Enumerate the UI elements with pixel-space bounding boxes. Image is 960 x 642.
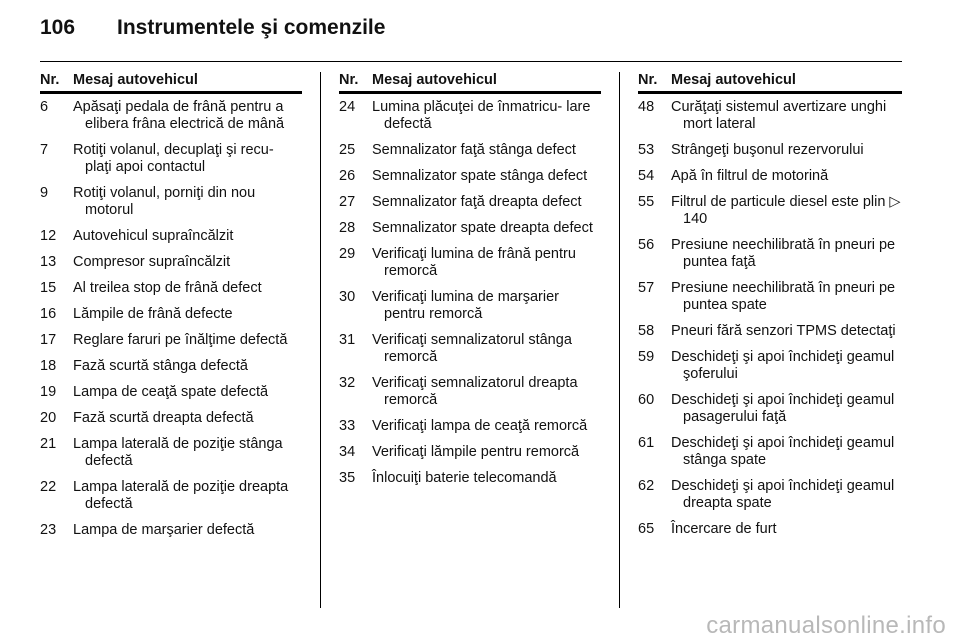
message-text: Verificaţi lumina de frână pentru remorcă <box>372 246 576 279</box>
message-row <box>40 332 302 349</box>
message-number: 6 <box>40 99 49 115</box>
message-number: 54 <box>638 168 655 184</box>
column-divider <box>320 72 321 608</box>
header-nr: Nr. <box>638 72 658 88</box>
message-row <box>40 185 302 219</box>
message-text: Deschideţi şi apoi închideţi geamul pasagerului faţă <box>671 392 895 425</box>
message-number: 35 <box>339 470 356 486</box>
message-text: Lampa de marşarier defectă <box>73 522 255 538</box>
message-row <box>638 323 902 340</box>
message-number: 59 <box>638 349 655 365</box>
message-number: 25 <box>339 142 356 158</box>
message-row <box>638 99 902 133</box>
message-text: Verificaţi semnalizatorul dreapta remorcă <box>372 375 578 408</box>
message-text: Verificaţi semnalizatorul stânga remorcă <box>372 332 572 365</box>
message-number: 55 <box>638 194 655 210</box>
message-number: 32 <box>339 375 356 391</box>
message-text: Semnalizator faţă dreapta defect <box>372 194 582 210</box>
message-row <box>339 332 601 366</box>
message-number: 53 <box>638 142 655 158</box>
header-nr: Nr. <box>40 72 60 88</box>
message-number: 9 <box>40 185 49 201</box>
message-number: 23 <box>40 522 57 538</box>
message-row <box>638 237 902 271</box>
message-text: Deschideţi şi apoi închideţi geamul stânga spate <box>671 435 895 468</box>
message-row <box>339 375 601 409</box>
message-row <box>40 306 302 323</box>
message-text: Verificaţi lumina de marşarier pentru remorcă <box>372 289 559 322</box>
message-row <box>638 521 902 538</box>
message-row <box>40 384 302 401</box>
message-text: Lămpile de frână defecte <box>73 306 233 322</box>
message-row <box>339 168 601 185</box>
message-row <box>638 478 902 512</box>
message-text: Deschideţi şi apoi închideţi geamul dreapta spate <box>671 478 895 511</box>
page-title: Instrumentele şi comenzile <box>117 16 386 39</box>
message-text: Lampa laterală de poziţie stânga defectă <box>73 436 283 469</box>
message-text: Fază scurtă dreapta defectă <box>73 410 254 426</box>
message-text: Fază scurtă stânga defectă <box>73 358 248 374</box>
message-number: 7 <box>40 142 49 158</box>
message-row <box>339 470 601 487</box>
message-text: Presiune neechilibrată în pneuri pe puntea faţă <box>671 237 896 270</box>
message-row <box>339 194 601 211</box>
message-row <box>638 435 902 469</box>
message-row <box>638 142 902 159</box>
message-number: 62 <box>638 478 655 494</box>
message-text: Autovehicul supraîncălzit <box>73 228 234 244</box>
message-text: Verificaţi lămpile pentru remorcă <box>372 444 580 460</box>
message-row <box>638 349 902 383</box>
message-row <box>40 410 302 427</box>
header-message: Mesaj autovehicul <box>372 72 497 88</box>
message-text: Pneuri fără senzori TPMS detectaţi <box>671 323 896 339</box>
message-number: 31 <box>339 332 356 348</box>
message-number: 18 <box>40 358 57 374</box>
message-number: 33 <box>339 418 356 434</box>
message-text: Verificaţi lampa de ceaţă remorcă <box>372 418 588 434</box>
message-text: Apă în filtrul de motorină <box>671 168 829 184</box>
message-number: 15 <box>40 280 57 296</box>
message-text: Semnalizator faţă stânga defect <box>372 142 576 158</box>
message-row <box>40 479 302 513</box>
message-number: 20 <box>40 410 57 426</box>
message-row <box>638 280 902 314</box>
message-row <box>339 418 601 435</box>
message-number: 56 <box>638 237 655 253</box>
message-row <box>638 168 902 185</box>
column-divider <box>619 72 620 608</box>
message-number: 21 <box>40 436 57 452</box>
message-text: Filtrul de particule diesel este plin ▷ 140 <box>671 194 901 227</box>
message-text: Lumina plăcuţei de înmatricu‐ lare defectă <box>372 99 591 132</box>
message-row <box>638 392 902 426</box>
message-text: Al treilea stop de frână defect <box>73 280 262 296</box>
message-number: 26 <box>339 168 356 184</box>
message-number: 12 <box>40 228 57 244</box>
message-row <box>339 142 601 159</box>
message-text: Semnalizator spate dreapta defect <box>372 220 593 236</box>
header-nr: Nr. <box>339 72 359 88</box>
message-text: Semnalizator spate stânga defect <box>372 168 588 184</box>
message-number: 29 <box>339 246 356 262</box>
message-number: 30 <box>339 289 356 305</box>
watermark: carmanualsonline.info <box>706 612 946 639</box>
message-text: Curăţaţi sistemul avertizare unghi mort lateral <box>671 99 887 132</box>
message-number: 13 <box>40 254 57 270</box>
message-text: Rotiţi volanul, decuplaţi şi recu‐ plaţi apoi contactul <box>73 142 274 175</box>
message-text: Lampa laterală de poziţie dreapta defectă <box>73 479 289 512</box>
message-row <box>40 142 302 176</box>
message-row <box>40 99 302 133</box>
message-number: 24 <box>339 99 356 115</box>
message-number: 65 <box>638 521 655 537</box>
message-number: 19 <box>40 384 57 400</box>
column-header <box>40 72 302 94</box>
header-message: Mesaj autovehicul <box>73 72 198 88</box>
message-row <box>40 522 302 539</box>
message-column-1 <box>40 72 302 548</box>
message-number: 28 <box>339 220 356 236</box>
message-text: Lampa de ceaţă spate defectă <box>73 384 269 400</box>
message-text: Presiune neechilibrată în pneuri pe puntea spate <box>671 280 896 313</box>
message-row <box>339 246 601 280</box>
message-number: 34 <box>339 444 356 460</box>
message-column-2 <box>339 72 601 496</box>
message-number: 48 <box>638 99 655 115</box>
header-rule <box>40 61 902 62</box>
header-message: Mesaj autovehicul <box>671 72 796 88</box>
message-text: Înlocuiţi baterie telecomandă <box>372 470 557 486</box>
message-row <box>40 254 302 271</box>
message-row <box>339 444 601 461</box>
message-number: 16 <box>40 306 57 322</box>
message-number: 58 <box>638 323 655 339</box>
message-row <box>339 99 601 133</box>
message-number: 27 <box>339 194 356 210</box>
message-text: Strângeţi buşonul rezervorului <box>671 142 864 158</box>
message-text: Reglare faruri pe înălţime defectă <box>73 332 288 348</box>
message-text: Apăsaţi pedala de frână pentru a elibera frâna electrică de mână <box>73 99 285 132</box>
message-text: Deschideţi şi apoi închideţi geamul şoferului <box>671 349 895 382</box>
message-number: 61 <box>638 435 655 451</box>
message-row <box>40 358 302 375</box>
message-text: Compresor supraîncălzit <box>73 254 231 270</box>
message-row <box>339 289 601 323</box>
message-text: Rotiţi volanul, porniţi din nou motorul <box>73 185 256 218</box>
message-number: 22 <box>40 479 57 495</box>
column-header <box>638 72 902 94</box>
message-row <box>40 228 302 245</box>
message-row <box>339 220 601 237</box>
message-number: 60 <box>638 392 655 408</box>
message-number: 57 <box>638 280 655 296</box>
message-number: 17 <box>40 332 57 348</box>
column-header <box>339 72 601 94</box>
page-number: 106 <box>40 16 76 39</box>
message-row <box>40 436 302 470</box>
message-row <box>40 280 302 297</box>
message-column-3 <box>638 72 902 547</box>
message-text: Încercare de furt <box>671 521 777 537</box>
message-row <box>638 194 902 228</box>
